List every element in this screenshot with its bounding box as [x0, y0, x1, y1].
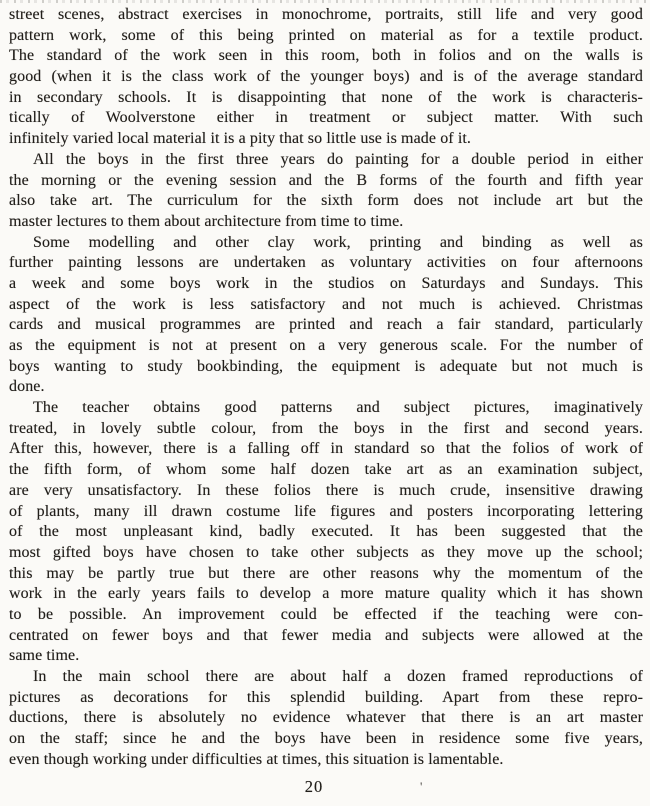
text-line: a week and some boys work in the studios on Saturdays and Sundays. This: [9, 274, 643, 292]
text-line: are very unsatisfactory. In these folios there is much crude, insensitive drawing: [9, 481, 643, 499]
text-line: in secondary schools. It is disappointing that none of the work is characteris-: [9, 88, 643, 106]
text-line: done.: [9, 378, 45, 396]
text-line: The teacher obtains good patterns and subject pictures, imaginatively: [33, 399, 643, 417]
text-line: centrated on fewer boys and that fewer media and subjects were allowed at the: [9, 626, 643, 644]
text-line: pictures as decorations for this splendid building. Apart from these repro-: [9, 688, 643, 706]
text-line: this may be partly true but there are other reasons why the momentum of the: [9, 564, 643, 582]
text-line: boys wanting to study bookbinding, the equipment is adequate but not much is: [9, 357, 643, 375]
paragraph: [9, 5, 643, 150]
text-line: good (when it is the class work of the younger boys) and is of the average standard: [9, 68, 643, 86]
text-line: In the main school there are about half a dozen framed reproductions of: [33, 668, 643, 685]
text-line: Some modelling and other clay work, printing and binding as well as: [33, 233, 643, 251]
text-line: The standard of the work seen in this room, both in folios and on the walls is: [9, 47, 643, 65]
text-line: the morning or the evening session and the B forms of the fourth and fifth year: [9, 171, 643, 189]
text-line: ductions, there is absolutely no evidence whatever that there is an art master: [9, 709, 643, 727]
text-line: pattern work, some of this being printed on material as for a textile product.: [9, 26, 643, 44]
text-line: work in the early years fails to develop a more mature quality which it has shown: [9, 585, 643, 603]
paragraph: [9, 667, 643, 770]
text-line: even though working under difficulties at times, this situation is lamentable.: [9, 750, 504, 768]
text-line: also take art. The curriculum for the sixth form does not include art but the: [9, 192, 643, 210]
text-line: most gifted boys have chosen to take other subjects as they move up the school;: [9, 543, 643, 561]
body-text: [9, 5, 643, 770]
text-line: as the equipment is not at present on a very generous scale. For the number of: [9, 337, 643, 354]
text-line: of the most unpleasant kind, badly executed. It has been suggested that the: [9, 523, 643, 541]
text-line: of plants, many ill drawn costume life figures and posters incorporating lettering: [9, 502, 643, 520]
text-line: All the boys in the first three years do painting for a double period in either: [33, 150, 643, 168]
text-line: on the staff; since he and the boys have been in residence some five years,: [9, 730, 643, 748]
paragraph: [9, 150, 643, 233]
page-number: 20: [304, 777, 324, 797]
text-line: further painting lessons are undertaken as voluntary activities on four afternoons: [9, 254, 643, 272]
paragraph: [9, 398, 643, 667]
text-line: street scenes, abstract exercises in monochrome, portraits, still life and very good: [9, 6, 643, 23]
text-line: treated, in lovely subtle colour, from the boys in the first and second years.: [9, 419, 643, 437]
text-line: master lectures to them about architecture from time to time.: [9, 212, 404, 230]
scan-speck-mark: ': [420, 779, 423, 795]
text-line: cards and musical programmes are printed and reach a fair standard, particularly: [9, 316, 643, 334]
text-line: infinitely varied local material it is a pity that so little use is made of it.: [9, 130, 472, 148]
text-line: same time.: [9, 647, 80, 665]
text-line: aspect of the work is less satisfactory and not much is achieved. Christmas: [9, 295, 643, 313]
text-line: to be possible. An improvement could be effected if the teaching were con-: [9, 605, 643, 623]
text-line: tically of Woolverstone either in treatment or subject matter. With such: [9, 109, 643, 127]
page-footer: [9, 777, 643, 797]
scan-noise-artifact: [0, 0, 650, 3]
text-line: After this, however, there is a falling off in standard so that the folios of work of: [9, 440, 643, 458]
text-line: the fifth form, of whom some half dozen take art as an examination subject,: [9, 461, 643, 479]
paragraph: [9, 233, 643, 399]
